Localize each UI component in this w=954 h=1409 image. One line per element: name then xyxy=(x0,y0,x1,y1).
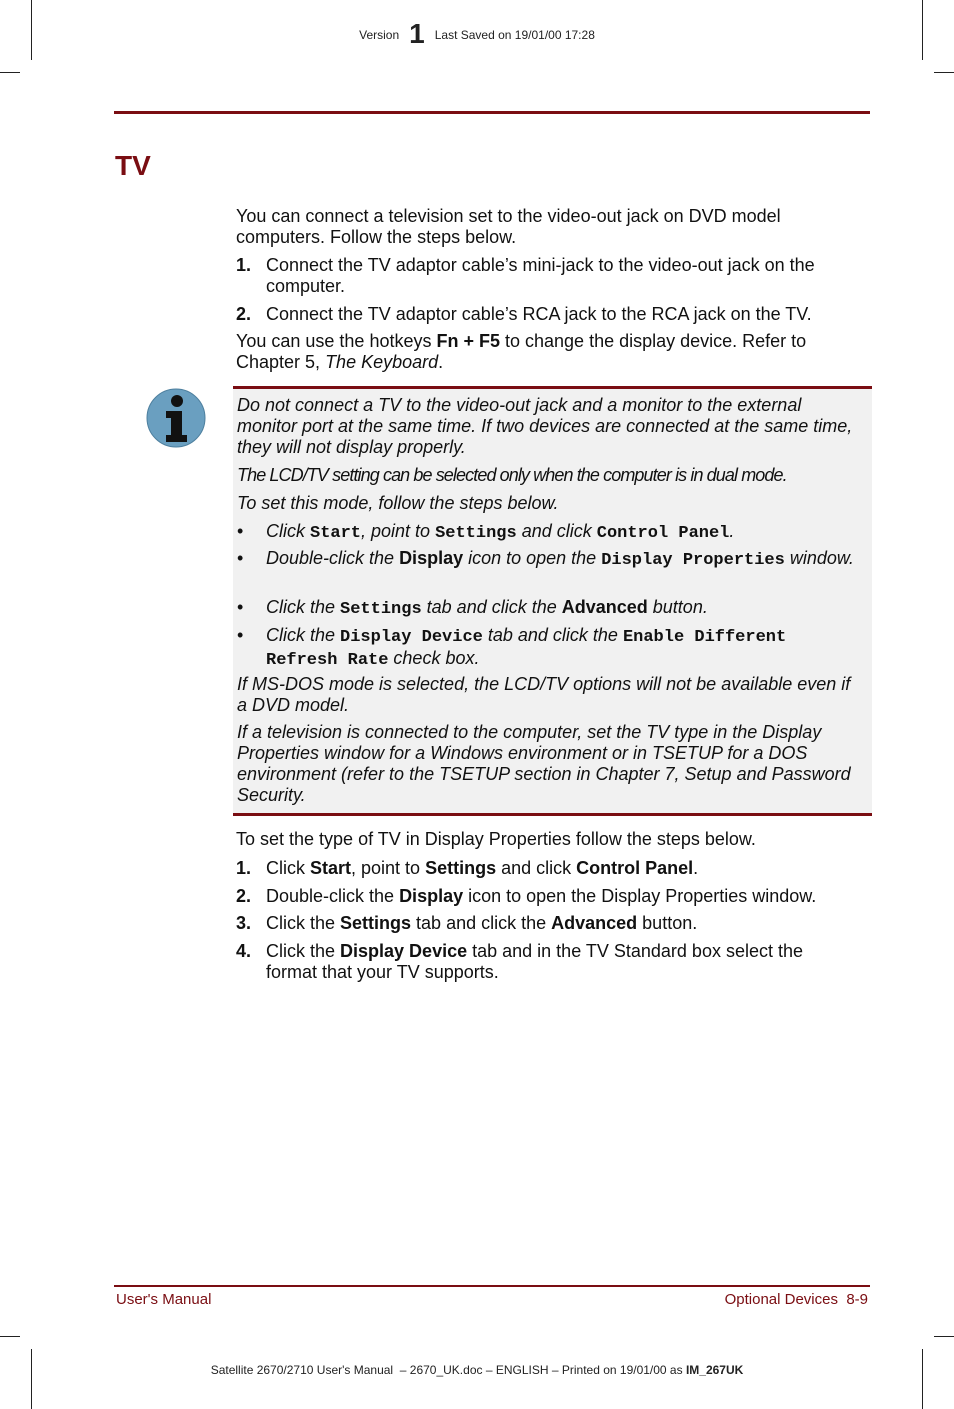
ui-term: Display Properties xyxy=(601,551,785,570)
step-item xyxy=(236,304,856,325)
bullet-text: Click the xyxy=(266,597,341,617)
step-item xyxy=(236,913,856,934)
bullet-dot: • xyxy=(237,597,244,617)
step-text: button. xyxy=(637,913,698,933)
ui-term: Settings xyxy=(435,524,517,543)
ui-term: Advanced xyxy=(551,913,638,933)
bullet-dot: • xyxy=(237,548,244,568)
bullet-text: Click xyxy=(266,521,310,541)
step-text: Connect the TV adaptor cable’s mini-jack to the video-out jack on the computer. xyxy=(266,255,815,296)
step-item xyxy=(236,858,856,879)
step-text: icon to open the Display Properties window. xyxy=(463,886,817,906)
step-text: Click the xyxy=(266,913,341,933)
bullet-dot: • xyxy=(237,625,244,645)
step-text: Click the xyxy=(266,941,341,961)
ui-term: Start xyxy=(310,858,352,878)
step-item xyxy=(236,886,856,907)
last-saved: Last Saved on 19/01/00 17:28 xyxy=(434,28,595,42)
bullet-text: check box. xyxy=(388,648,480,668)
bullet-text: tab and click the xyxy=(421,597,562,617)
step-item xyxy=(236,255,856,297)
step-text: tab and in the TV Standard box select the format that your TV supports. xyxy=(266,941,804,982)
print-code: IM_267UK xyxy=(685,1363,744,1377)
version-label: Version xyxy=(359,28,400,42)
note-warning: Do not connect a TV to the video-out jack and a monitor to the external monitor port at the same time. If two devices are connected at the same time, they will not display properly. xyxy=(237,395,853,457)
step-item xyxy=(236,941,856,983)
ui-term: Display Device xyxy=(340,628,483,647)
ui-term: Display xyxy=(399,548,464,568)
note-tv-type: If a television is connected to the computer, set the TV type in the Display Properties window for a Windows environment or in TSETUP for a DOS environment (refer to the TSETUP section in Chapter 7, Setup and Password Security. xyxy=(237,722,851,805)
bullet-text: icon to open the xyxy=(463,548,602,568)
hotkey-text: Chapter 5, xyxy=(236,352,326,372)
hotkey-text: You can use the hotkeys xyxy=(236,331,437,351)
bullet-text: Double-click the xyxy=(266,548,400,568)
info-icon xyxy=(146,388,206,448)
crop-mark xyxy=(922,1349,923,1409)
intro-line-2: computers. Follow the steps below. xyxy=(236,227,517,247)
bullet-text: . xyxy=(729,521,735,541)
ui-term: Enable Different Refresh Rate xyxy=(266,628,787,670)
hotkey-text: to change the display device. Refer to xyxy=(500,331,807,351)
footer-page-number: Optional Devices 8-9 xyxy=(724,1291,868,1308)
ui-term: Control Panel xyxy=(576,858,694,878)
note-dual-mode: The LCD/TV setting can be selected only when the computer is in dual mode. xyxy=(237,465,787,485)
bullet-text: Click the xyxy=(266,625,341,645)
ui-term: Display Device xyxy=(340,941,468,961)
step-number: 1. xyxy=(236,255,252,275)
top-rule xyxy=(114,111,870,114)
crop-mark xyxy=(31,1349,32,1409)
footer-manual-title: User's Manual xyxy=(116,1291,212,1308)
step-text: tab and click the xyxy=(411,913,552,933)
crop-mark xyxy=(0,1336,20,1337)
step-text: and click xyxy=(496,858,577,878)
step-text: . xyxy=(693,858,699,878)
note-bullet xyxy=(237,521,857,544)
print-info xyxy=(0,1363,954,1377)
note-bullet xyxy=(237,597,857,620)
bullet-text: button. xyxy=(647,597,708,617)
bullet-text: and click xyxy=(516,521,597,541)
crop-mark xyxy=(934,72,954,73)
ui-term: Start xyxy=(310,524,362,543)
intro-line-1: You can connect a television set to the video-out jack on DVD model xyxy=(236,206,781,226)
ui-term: Settings xyxy=(425,858,497,878)
hotkey-paragraph xyxy=(236,331,806,373)
bullet-text: , point to xyxy=(361,521,436,541)
ui-term: Advanced xyxy=(561,597,648,617)
bullet-text: tab and click the xyxy=(482,625,623,645)
print-text: Satellite 2670/2710 User's Manual – 2670_UK.doc – ENGLISH – Printed on 19/01/00 as xyxy=(210,1363,686,1377)
step-text: , point to xyxy=(351,858,426,878)
ui-term: Control Panel xyxy=(596,524,730,543)
note-bullet xyxy=(237,548,857,571)
bottom-rule xyxy=(114,1285,870,1287)
ui-term: Display xyxy=(399,886,464,906)
ui-term: Settings xyxy=(340,600,422,619)
hotkey-text: . xyxy=(438,352,444,372)
section-title: TV xyxy=(115,150,151,181)
intro-paragraph xyxy=(236,206,781,248)
chapter-reference: The Keyboard xyxy=(325,352,439,372)
version-number: 1 xyxy=(409,18,425,49)
step-number: 1. xyxy=(236,858,252,878)
step-number: 3. xyxy=(236,913,252,933)
version-header xyxy=(0,18,954,50)
step-number: 4. xyxy=(236,941,252,961)
crop-mark xyxy=(0,72,20,73)
step-number: 2. xyxy=(236,886,252,906)
note-msdos: If MS-DOS mode is selected, the LCD/TV options will not be available even if a DVD model. xyxy=(237,674,851,715)
step-number: 2. xyxy=(236,304,252,324)
step-text: Connect the TV adaptor cable’s RCA jack to the RCA jack on the TV. xyxy=(266,304,812,324)
note-bullet xyxy=(237,625,857,671)
step-text: Double-click the xyxy=(266,886,400,906)
tv-type-intro: To set the type of TV in Display Properties follow the steps below. xyxy=(236,829,756,849)
bullet-text: window. xyxy=(784,548,854,568)
ui-term: Settings xyxy=(340,913,412,933)
note-set-mode: To set this mode, follow the steps below. xyxy=(237,493,559,513)
bullet-dot: • xyxy=(237,521,244,541)
crop-mark xyxy=(934,1336,954,1337)
step-text: Click xyxy=(266,858,310,878)
hotkey-keys: Fn + F5 xyxy=(436,331,500,351)
